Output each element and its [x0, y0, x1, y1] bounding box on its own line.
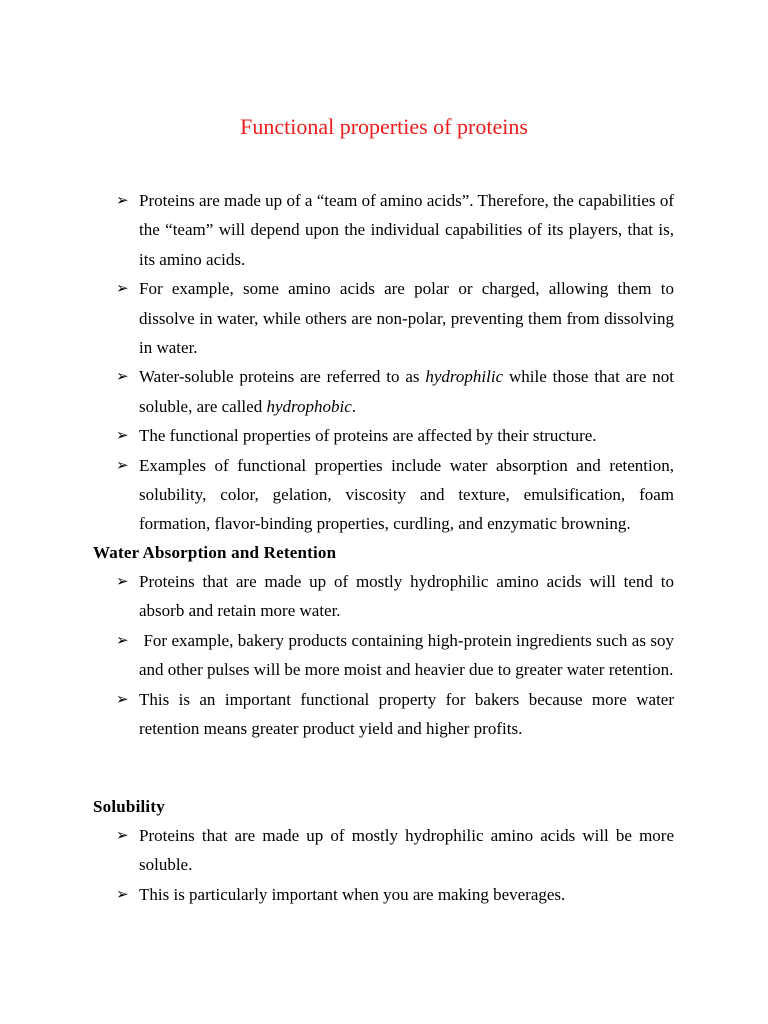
arrow-bullet-icon: ➢ [116, 455, 129, 474]
bullet-text: Examples of functional properties include water absorption and retention, solubility, color, gelation, viscosity and texture, emulsification, foam formation, flavor-binding properties, curdling, and enzymatic browning. [139, 455, 674, 534]
bullet-text: . [351, 396, 357, 416]
bullet-text: Water-soluble proteins are referred to as [139, 367, 426, 387]
arrow-bullet-icon: ➢ [116, 572, 129, 590]
bullet-text: while those that are not soluble, are called [139, 367, 674, 416]
list-item [0, 821, 674, 880]
section-heading-solubility: Solubility [93, 797, 165, 816]
list-item [0, 626, 679, 685]
arrow-bullet-icon: ➢ [116, 826, 129, 844]
list-item [0, 567, 674, 626]
bullet-text: This is an important functional property for bakers because more water retention means greater product yield and higher profits. [139, 689, 674, 739]
bullet-text: The functional properties of proteins are affected by their structure. [139, 426, 597, 446]
section-heading-water-absorption: Water Absorption and Retention [93, 543, 337, 562]
arrow-bullet-icon: ➢ [116, 689, 129, 708]
arrow-bullet-icon: ➢ [116, 426, 129, 445]
list-item [0, 451, 674, 539]
list-item [0, 685, 674, 744]
arrow-bullet-icon: ➢ [116, 367, 129, 386]
solubility-bullet-list [0, 821, 768, 909]
intro-bullet-list [0, 186, 768, 539]
water-absorption-bullet-list [0, 567, 768, 743]
bullet-text: Proteins that are made up of mostly hydrophilic amino acids will tend to absorb and retain more water. [139, 572, 674, 621]
arrow-bullet-icon: ➢ [116, 630, 129, 649]
list-item [0, 186, 674, 274]
arrow-bullet-icon: ➢ [116, 884, 129, 903]
bullet-text: Proteins are made up of a “team of amino acids”. Therefore, the capabilities of the “team” will depend upon the individual capabilities of its players, that is, its amino acids. [139, 191, 674, 269]
arrow-bullet-icon: ➢ [116, 279, 129, 298]
bullet-text: This is particularly important when you are making beverages. [139, 884, 566, 904]
list-item [0, 274, 674, 362]
term-hydrophilic: hydrophilic [425, 367, 504, 387]
list-item [0, 880, 674, 909]
list-item [0, 362, 674, 421]
bullet-text: Proteins that are made up of mostly hydrophilic amino acids will be more soluble. [139, 826, 674, 875]
bullet-text: For example, bakery products containing high-protein ingredients such as soy and other pulses will be more moist and heavier due to greater water retention. [139, 630, 679, 680]
document-title: Functional properties of proteins [240, 114, 528, 139]
bullet-text: For example, some amino acids are polar or charged, allowing them to dissolve in water, while others are non-polar, preventing them from dissolving in water. [139, 279, 674, 358]
arrow-bullet-icon: ➢ [116, 191, 129, 209]
term-hydrophobic: hydrophobic [266, 396, 352, 416]
list-item [0, 421, 674, 450]
